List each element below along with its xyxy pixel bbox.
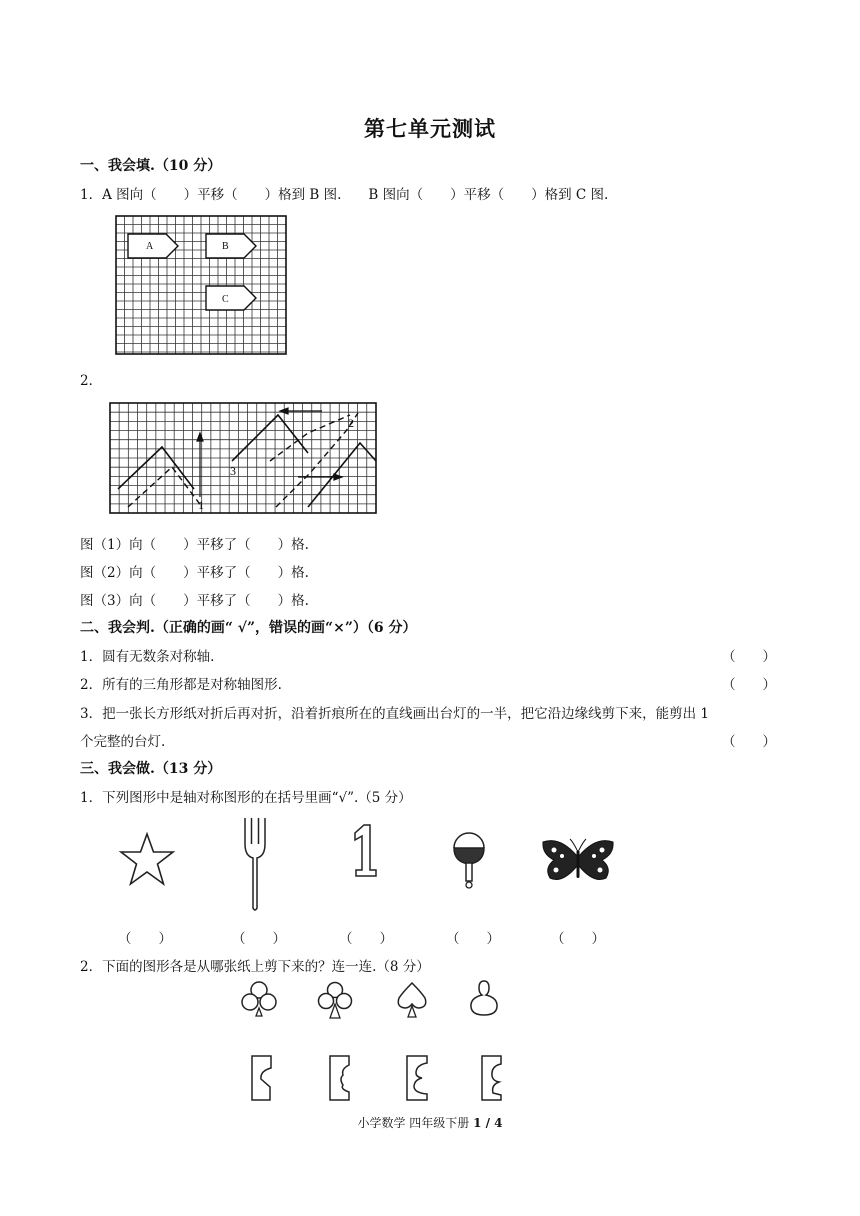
section-3-heading: 三、我会做.（13 分）	[80, 761, 222, 777]
digit-one-icon	[350, 822, 380, 878]
q2-line-1: 图（1）向（ ）平移了（ ）格.	[80, 537, 309, 553]
page-title: 第七单元测试	[364, 116, 496, 141]
shape-blank-2: （ ）	[232, 931, 286, 947]
footer-text: 小学数学 四年级下册	[357, 1116, 474, 1130]
judge-item-1: 1．圆有无数条对称轴.	[80, 649, 215, 665]
q2-line-2: 图（2）向（ ）平移了（ ）格.	[80, 565, 309, 581]
judge-blank-2: （ ）	[722, 677, 776, 693]
page-number: 1 / 4	[473, 1116, 503, 1130]
judge-blank-3: （ ）	[722, 734, 776, 750]
label-b: B	[222, 241, 229, 252]
butterfly-icon	[540, 836, 616, 888]
shape-blank-3: （ ）	[339, 931, 393, 947]
translation-grid-1	[116, 216, 286, 354]
folded-paper-2	[325, 1053, 355, 1103]
label-1: 1	[198, 498, 204, 512]
shape-blank-5: （ ）	[551, 931, 605, 947]
label-3: 3	[230, 464, 236, 478]
judge-item-3: 3．把一张长方形纸对折后再对折，沿着折痕所在的直线画出台灯的一半，把它沿边缘线剪下来，能剪出 1	[80, 706, 709, 722]
q3-1-text: 1．下列图形中是轴对称图形的在括号里画“√”.（5 分）	[80, 790, 412, 806]
trefoil-icon	[240, 980, 278, 1018]
section-1-heading: 一、我会填.（10 分）	[80, 158, 222, 174]
label-2: 2	[348, 416, 354, 430]
star-icon	[118, 830, 176, 890]
q2-number: 2．	[80, 373, 103, 389]
paddle-icon	[450, 822, 488, 892]
shape-blank-1: （ ）	[118, 931, 172, 947]
translation-grid-2	[110, 403, 376, 513]
shape-blank-4: （ ）	[446, 931, 500, 947]
label-c: C	[222, 294, 229, 305]
club-icon	[316, 980, 354, 1020]
label-a: A	[146, 241, 154, 252]
section-2-heading: 二、我会判.（正确的画“ √”，错误的画“×”）（6 分）	[80, 620, 417, 636]
spade-icon	[395, 980, 429, 1020]
q2-line-3: 图（3）向（ ）平移了（ ）格.	[80, 593, 309, 609]
q1-text: 1．A 图向（ ）平移（ ）格到 B 图. B 图向（ ）平移（ ）格到 C 图.	[80, 187, 609, 203]
folded-paper-4	[477, 1053, 507, 1103]
judge-item-2: 2．所有的三角形都是对称轴图形.	[80, 677, 282, 693]
gourd-icon	[467, 978, 501, 1018]
q3-2-text: 2．下面的图形各是从哪张纸上剪下来的？连一连.（8 分）	[80, 959, 430, 975]
folded-paper-1	[246, 1053, 276, 1103]
judge-blank-1: （ ）	[722, 649, 776, 665]
folded-paper-3	[402, 1053, 432, 1103]
page-footer	[0, 1114, 860, 1131]
judge-item-3-cont: 个完整的台灯.	[80, 734, 166, 750]
fork-icon	[240, 814, 270, 914]
